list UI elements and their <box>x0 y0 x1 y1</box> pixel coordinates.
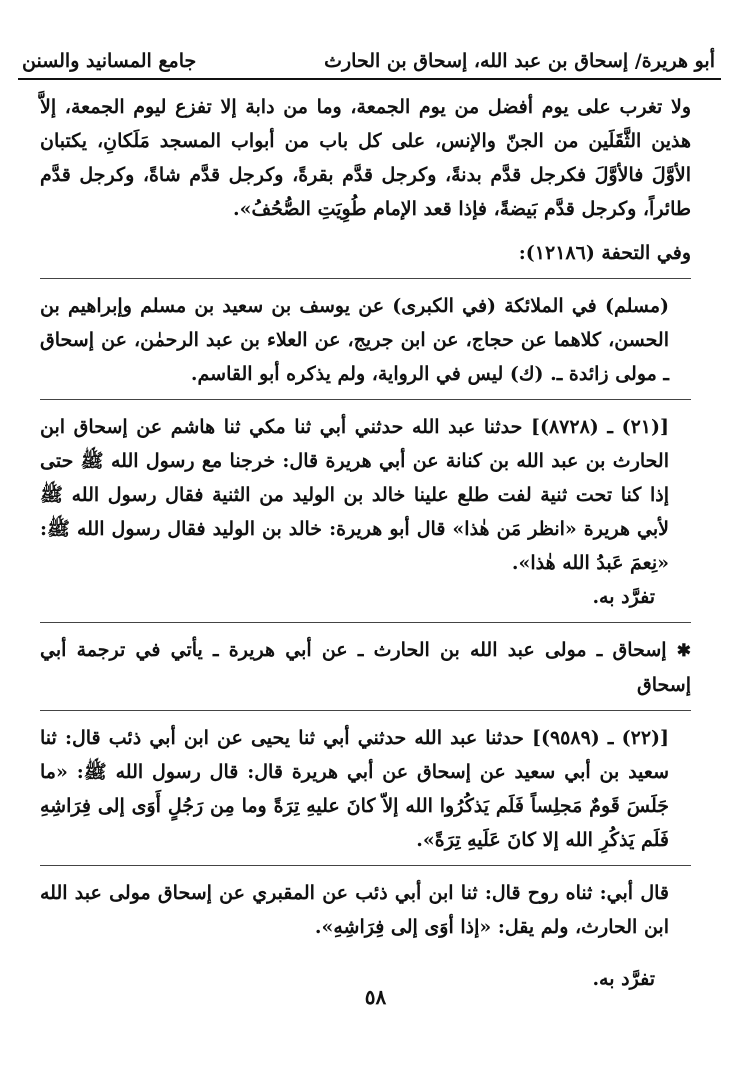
tafarrud-note: تفرَّد به. <box>592 968 655 990</box>
header-title: أبو هريرة/ إسحاق بن عبد الله، إسحاق بن الحارث <box>324 50 715 72</box>
section-rule <box>40 865 691 866</box>
hadith-21: [(٢١) ـ (٨٧٢٨)] حدثنا عبد الله حدثني أبي ثنا مكي ثنا هاشم عن إسحاق ابن الحارث بن عبد الله بن كنانة عن أبي هريرة قال: خرجنا مع رسول الله ﷺ حتى إذا كنا تحت ثنية لفت طلع علينا خالد بن الوليد من الثنية فقال رسول الله ﷺ لأبي هريرة «انظر مَن هٰذا» قال أبو هريرة: خالد بن الوليد فقال رسول الله ﷺ: «نِعمَ عَبدُ الله هٰذا». <box>40 416 669 574</box>
tuhfa-reference: وفي التحفة (١٢١٨٦): <box>518 242 691 264</box>
header-rule <box>18 78 721 80</box>
takhrij-note: (مسلم) في الملائكة (في الكبرى) عن يوسف بن سعيد بن مسلم وإبراهيم بن الحسن، كلاهما عن حجاج، عن ابن جريج، عن العلاء بن عبد الرحمٰن، عن إسحاق ـ مولى زائدة ـ. (ك) ليس في الرواية، ولم يذكره أبو القاسم. <box>40 295 669 385</box>
tafarrud-note: تفرَّد به. <box>592 586 655 608</box>
page-number: ٥٨ <box>364 985 387 1009</box>
star-icon: ✱ <box>676 641 692 661</box>
section-rule <box>40 278 691 279</box>
alternate-chain: قال أبي: ثناه روح قال: ثنا ابن أبي ذئب عن المقبري عن إسحاق مولى عبد الله ابن الحارث، ولم يقل: «إذا أوَى إلى فِرَاشِهِ». <box>40 882 669 938</box>
narrator-entry-text: إسحاق ـ مولى عبد الله بن الحارث ـ عن أبي هريرة ـ يأتي في ترجمة أبي إسحاق <box>40 639 691 696</box>
book-title: جامع المسانيد والسنن <box>22 50 197 72</box>
section-rule <box>40 710 691 711</box>
hadith-continuation: ولا تغرب على يوم أفضل من يوم الجمعة، وما من دابة إلا تفزع ليوم الجمعة، إلاَّ هذين الثَّقَلَين من الجنّ والإنس، على كل باب من أبواب المسجد مَلَكانِ، يكتبان الأوَّلَ فالأوَّلَ فكرجل قدَّم بدنةً، وكرجل قدَّم بقرةً، وكرجل قدَّم شاةً، وكرجل قدَّم طائراً، وكرجل قدَّم بَيضةً، فإذا قعد الإمام طُوِيَتِ الصُّحُفُ». <box>40 96 691 220</box>
running-header <box>22 38 715 72</box>
section-rule <box>40 622 691 623</box>
section-rule <box>40 399 691 400</box>
page-body <box>40 90 691 996</box>
narrator-entry <box>40 633 691 702</box>
hadith-22: [(٢٢) ـ (٩٥٨٩)] حدثنا عبد الله حدثني أبي ثنا يحيى عن ابن أبي ذئب قال: ثنا سعيد بن أبي سعيد عن إسحاق عن أبي هريرة قال: قال رسول الله ﷺ: «ما جَلَسَ قَومٌ مَجلِساً فَلَم يَذكُرُوا الله إلاّ كانَ عليهِ تِرَةً وما مِن رَجُلٍ أَوَى إلى فِرَاشِهِ فَلَم يَذكُرِ الله إلا كانَ عَلَيهِ تِرَةً». <box>40 727 670 851</box>
